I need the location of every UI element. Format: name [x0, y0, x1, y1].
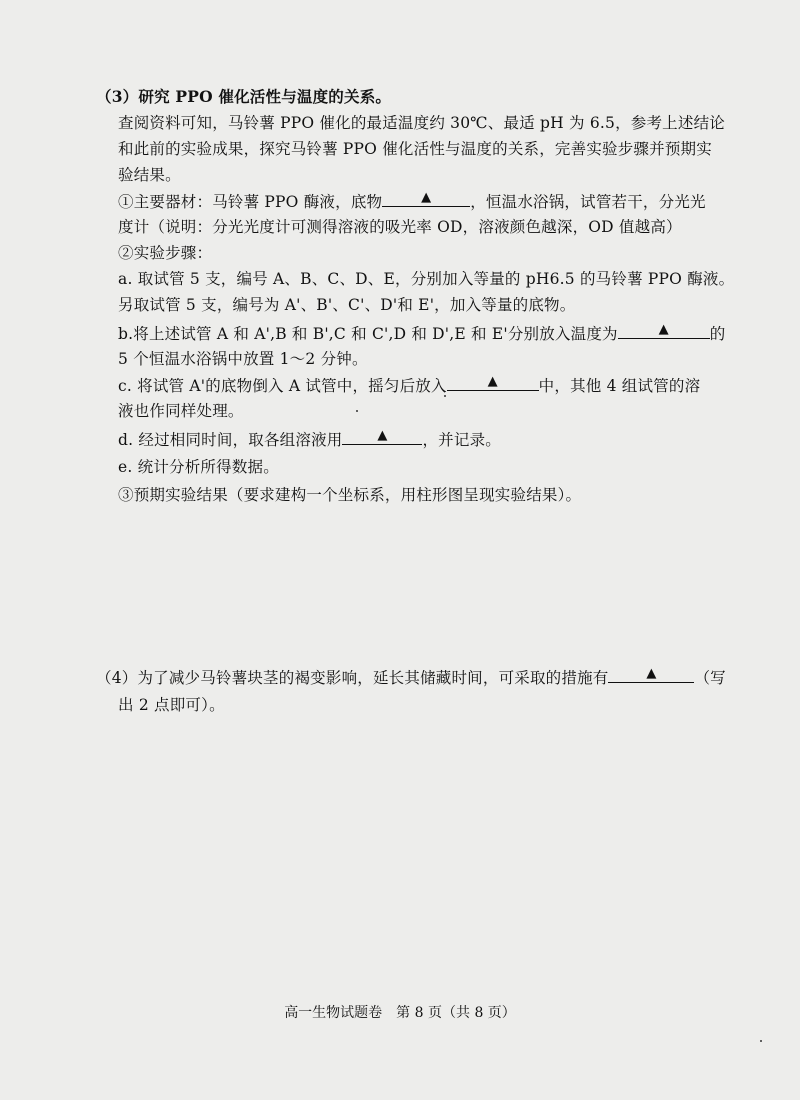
section3-heading: （3）研究 PPO 催化活性与温度的关系。	[96, 87, 392, 106]
step-c-text-end: 中，其他 4 组试管的溶	[538, 377, 701, 395]
section3-intro-line3: 验结果。	[118, 166, 181, 184]
scan-speck	[444, 395, 446, 397]
section4-line1	[96, 666, 726, 689]
step-b-text-start: b.将上述试管 A 和 A',B 和 B',C 和 C',D 和 D',E 和 E'分别放入温度为	[118, 325, 618, 343]
step-c-line2: 液也作同样处理。	[118, 402, 244, 420]
blank-marker-icon: ▲	[377, 428, 388, 443]
blank-marker-icon: ▲	[646, 666, 657, 681]
step-a-line1: a. 取试管 5 支，编号 A、B、C、D、E，分别加入等量的 pH6.5 的马铃薯 PPO 酶液。	[118, 270, 735, 288]
water-bath-blank[interactable]	[447, 374, 539, 391]
equipment-text-start: ①主要器材：马铃薯 PPO 酶液，底物	[118, 193, 383, 211]
equipment-line	[118, 190, 706, 213]
step-d-line	[118, 428, 501, 451]
step-b-text-end: 的	[709, 325, 726, 343]
blank-marker-icon: ▲	[658, 322, 669, 337]
step-e-line: e. 统计分析所得数据。	[118, 458, 279, 476]
scan-speck	[760, 1040, 762, 1042]
section4-text-end: （写	[694, 669, 726, 687]
section4-text-start: （4）为了减少马铃薯块茎的褐变影响，延长其储藏时间，可采取的措施有	[96, 669, 609, 687]
measurement-blank[interactable]	[342, 428, 422, 445]
step-c-text-start: c. 将试管 A'的底物倒入 A 试管中，摇匀后放入	[118, 377, 447, 395]
temperature-blank[interactable]	[618, 322, 710, 339]
equipment-line2: 度计（说明：分光光度计可测得溶液的吸光率 OD，溶液颜色越深，OD 值越高）	[118, 218, 682, 236]
blank-marker-icon: ▲	[487, 374, 498, 389]
blank-marker-icon: ▲	[421, 190, 432, 205]
step-d-text-end: ，并记录。	[422, 431, 501, 449]
step-a-line2: 另取试管 5 支，编号为 A'、B'、C'、D'和 E'，加入等量的底物。	[118, 296, 576, 314]
step-c-line1	[118, 374, 700, 397]
step-b-line2: 5 个恒温水浴锅中放置 1～2 分钟。	[118, 350, 368, 368]
step-b-line1	[118, 322, 725, 345]
section3-intro-line1: 查阅资料可知，马铃薯 PPO 催化的最适温度约 30℃、最适 pH 为 6.5，参考上述结论	[118, 114, 725, 132]
page-footer: 高一生物试题卷 第 8 页（共 8 页）	[284, 1005, 516, 1021]
storage-measures-blank[interactable]	[608, 666, 694, 683]
steps-title: ②实验步骤：	[118, 244, 213, 262]
scan-speck	[356, 410, 358, 412]
section4-line2: 出 2 点即可）。	[118, 696, 225, 714]
expected-results-line: ③预期实验结果（要求建构一个坐标系，用柱形图呈现实验结果）。	[118, 486, 582, 504]
section3-intro-line2: 和此前的实验成果，探究马铃薯 PPO 催化活性与温度的关系，完善实验步骤并预期实	[118, 140, 712, 158]
step-d-text-start: d. 经过相同时间，取各组溶液用	[118, 431, 343, 449]
equipment-text-end: ，恒温水浴锅，试管若干，分光光	[470, 193, 706, 211]
substrate-blank[interactable]	[382, 190, 470, 207]
